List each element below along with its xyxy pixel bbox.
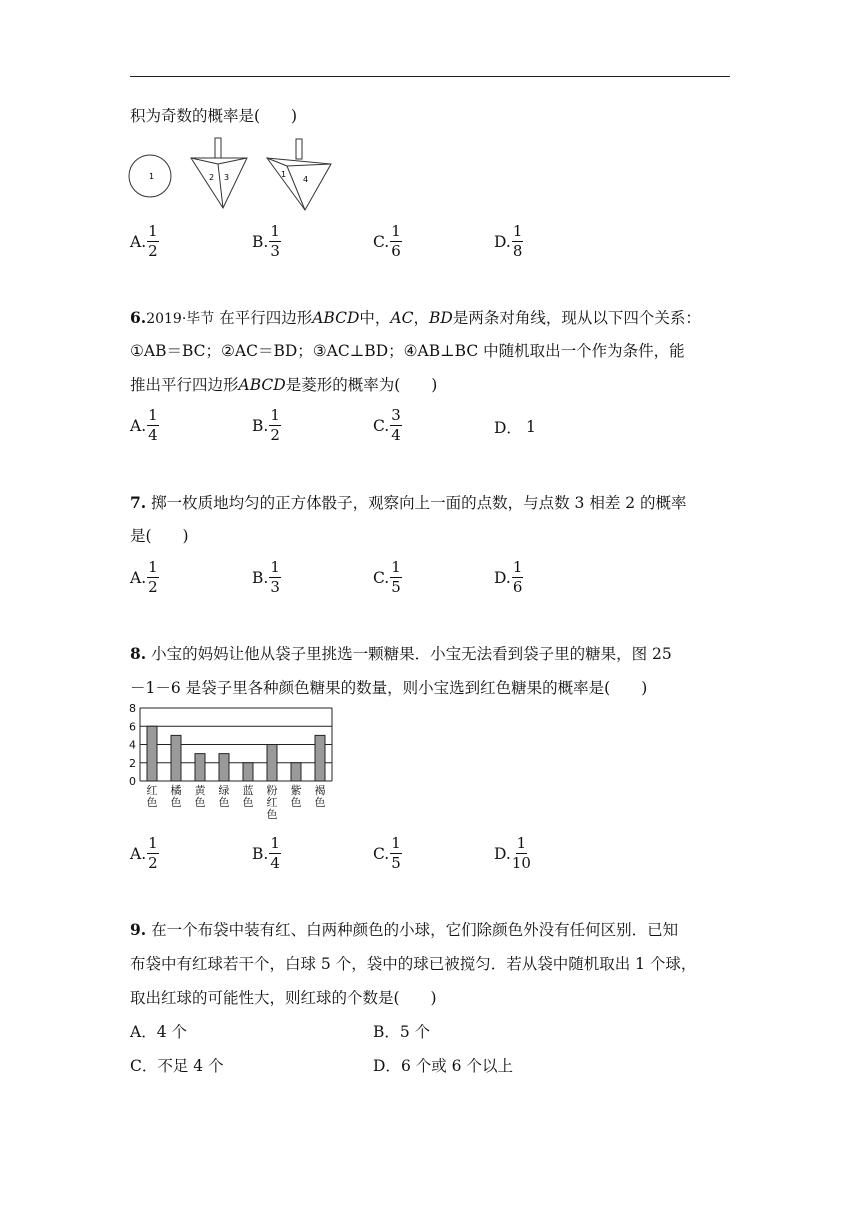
q7-option-d[interactable]: D. $\frac{1}{6}$ — [494, 558, 523, 596]
q5-option-c[interactable]: C. $\frac{1}{6}$ — [373, 222, 401, 260]
q7-option-c[interactable]: C. $\frac{1}{5}$ — [373, 558, 401, 596]
q7-line2: 是( ) — [130, 527, 189, 545]
q6-option-d[interactable]: D． 1 — [494, 418, 536, 437]
x-tick-label-char: 色 — [146, 796, 158, 809]
q6-option-b[interactable]: B. $\frac{1}{2}$ — [252, 406, 280, 444]
top1-label-a: 2 — [209, 173, 215, 182]
fraction: $\frac{1}{10}$ — [511, 834, 531, 872]
fraction: $\frac{1}{5}$ — [391, 834, 401, 872]
q9-line2: 布袋中有红球若干个，白球 5 个，袋中的球已被搅匀．若从袋中随机取出 1 个球， — [130, 955, 697, 973]
x-tick-label-char: 红 — [266, 796, 278, 809]
y-tick-label: 8 — [129, 702, 136, 715]
fraction: $\frac{1}{2}$ — [148, 834, 158, 872]
top2-stem — [296, 139, 302, 159]
bar — [243, 763, 253, 781]
top2-label-a: 1 — [281, 170, 287, 179]
q9-option-a[interactable]: A． 4 个 — [130, 1023, 187, 1041]
x-tick-label-char: 紫 — [290, 784, 302, 797]
q9-line3: 取出红球的可能性大，则红球的个数是( ) — [130, 989, 437, 1007]
q5-option-a[interactable]: A. $\frac{1}{2}$ — [130, 222, 158, 260]
x-tick-label-char: 蓝 — [242, 784, 254, 797]
bar — [219, 754, 229, 781]
x-tick-label-char: 红 — [146, 784, 158, 797]
q7-line1: 7. 掷一枚质地均匀的正方体骰子，观察向上一面的点数，与点数 3 相差 2 的概率 — [130, 493, 687, 512]
bar — [267, 745, 277, 782]
q8-option-b[interactable]: B. $\frac{1}{4}$ — [252, 834, 280, 872]
disk-label: 1 — [149, 172, 155, 181]
y-tick-label: 0 — [129, 775, 136, 788]
q5-option-d[interactable]: D. $\frac{1}{8}$ — [494, 222, 523, 260]
q8-option-a[interactable]: A. $\frac{1}{2}$ — [130, 834, 158, 872]
fraction: $\frac{3}{4}$ — [391, 406, 401, 444]
q6-line3: 推出平行四边形ABCD是菱形的概率为( ) — [130, 376, 438, 394]
x-tick-label-char: 色 — [242, 796, 254, 809]
y-tick-label: 2 — [129, 756, 136, 770]
q5-figure — [125, 136, 340, 212]
y-tick-label: 6 — [129, 720, 136, 734]
q5-option-b[interactable]: B. $\frac{1}{3}$ — [252, 222, 280, 260]
q9-option-d[interactable]: D． 6 个或 6 个以上 — [373, 1057, 513, 1075]
fraction: $\frac{1}{8}$ — [512, 222, 523, 260]
fraction: $\frac{1}{2}$ — [148, 222, 158, 260]
bar — [147, 726, 157, 781]
x-tick-label-char: 色 — [266, 808, 278, 821]
x-tick-label-char: 黄 — [194, 784, 206, 797]
fraction: $\frac{1}{3}$ — [270, 222, 280, 260]
fraction: $\frac{1}{5}$ — [391, 558, 401, 596]
q6-option-c[interactable]: C. $\frac{3}{4}$ — [373, 406, 401, 444]
x-tick-label-char: 褐 — [314, 784, 326, 797]
q8-line2: －1－6 是袋子里各种颜色糖果的数量，则小宝选到红色糖果的概率是( ) — [130, 679, 648, 697]
header-rule — [130, 76, 730, 77]
q8-line1: 8. 小宝的妈妈让他从袋子里挑选一颗糖果．小宝无法看到袋子里的糖果，图 25 — [130, 644, 672, 663]
q8-option-d[interactable]: D. $\frac{1}{10}$ — [494, 834, 531, 872]
top1-label-b: 3 — [224, 173, 230, 182]
y-tick-label: 4 — [129, 738, 136, 752]
candy-bar-chart — [122, 702, 342, 826]
bar — [315, 735, 325, 781]
top1-stem — [215, 138, 221, 158]
x-tick-label-char: 橘 — [170, 784, 182, 797]
bar — [195, 754, 205, 781]
x-tick-label-char: 色 — [194, 796, 206, 809]
q6-option-a[interactable]: A. $\frac{1}{4}$ — [130, 406, 158, 444]
bar — [291, 763, 301, 781]
bar — [171, 735, 181, 781]
fraction: $\frac{1}{2}$ — [270, 406, 280, 444]
top1-body — [191, 158, 247, 208]
q9-option-c[interactable]: C． 不足 4 个 — [130, 1057, 224, 1075]
fraction: $\frac{1}{6}$ — [391, 222, 401, 260]
q7-option-b[interactable]: B. $\frac{1}{3}$ — [252, 558, 280, 596]
q6-line2: ①AB＝BC；②AC＝BD；③AC⊥BD；④AB⊥BC 中随机取出一个作为条件，能 — [130, 342, 685, 360]
fraction: $\frac{1}{3}$ — [270, 558, 280, 596]
q7-option-a[interactable]: A. $\frac{1}{2}$ — [130, 558, 158, 596]
x-tick-label-char: 色 — [314, 796, 326, 809]
x-tick-label-char: 色 — [218, 796, 230, 809]
x-tick-label-char: 色 — [290, 796, 302, 809]
top2-label-b: 4 — [303, 175, 309, 184]
fraction: $\frac{1}{2}$ — [148, 558, 158, 596]
q5-stem: 积为奇数的概率是( ) — [130, 107, 298, 125]
q9-line1: 9. 在一个布袋中装有红、白两种颜色的小球，它们除颜色外没有任何区别．已知 — [130, 920, 679, 939]
q8-option-c[interactable]: C. $\frac{1}{5}$ — [373, 834, 401, 872]
fraction: $\frac{1}{6}$ — [512, 558, 523, 596]
q9-option-b[interactable]: B． 5 个 — [373, 1023, 431, 1041]
fraction: $\frac{1}{4}$ — [148, 406, 158, 444]
q6-line1: 6.2019·毕节 在平行四边形ABCD中，AC，BD是两条对角线，现从以下四个关系： — [130, 308, 701, 327]
x-tick-label-char: 粉 — [266, 784, 278, 797]
x-tick-label-char: 色 — [170, 796, 182, 809]
x-tick-label-char: 绿 — [218, 784, 230, 797]
fraction: $\frac{1}{4}$ — [270, 834, 280, 872]
